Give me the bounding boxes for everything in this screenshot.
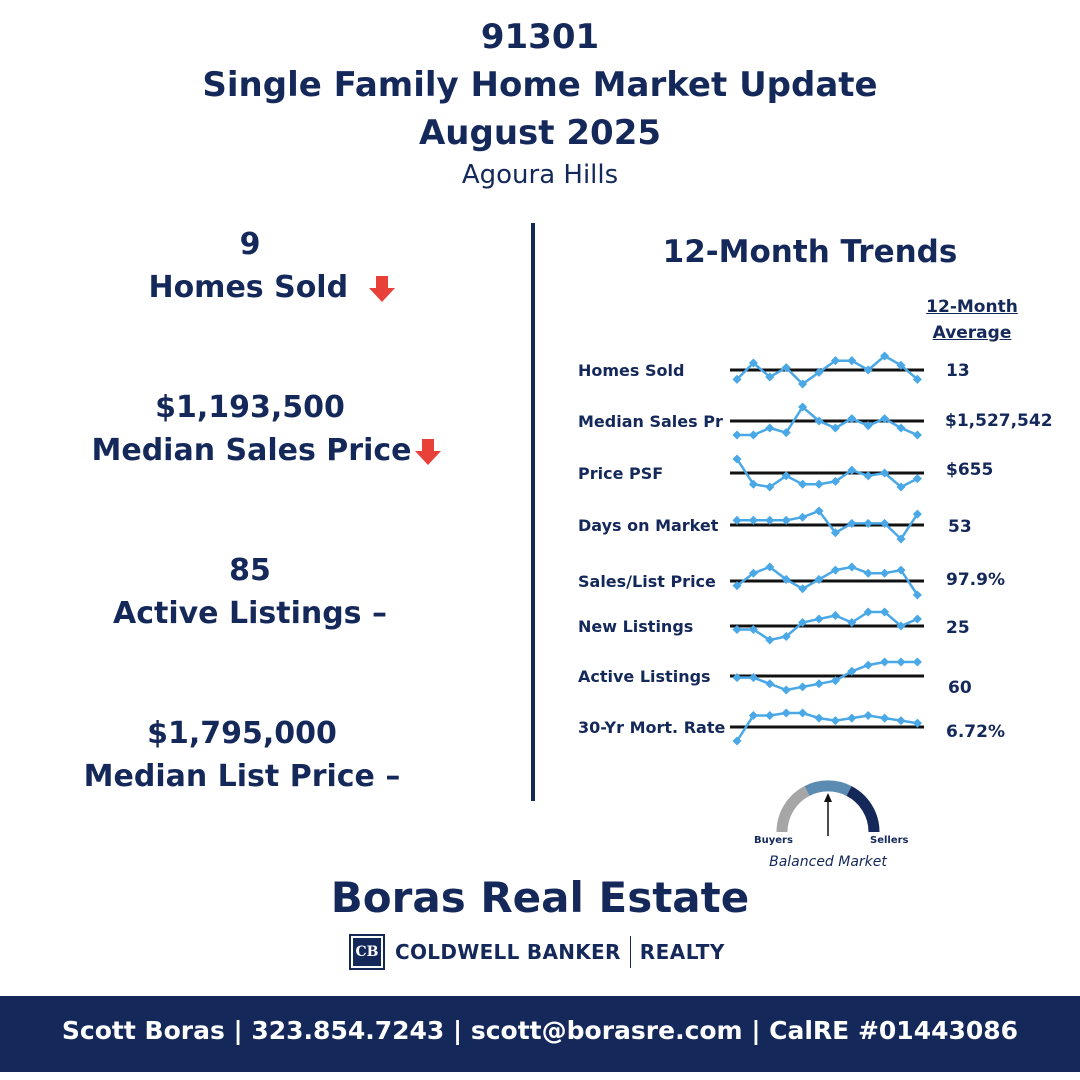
- sparkline-point: [765, 679, 774, 688]
- sparkline-point: [798, 682, 807, 691]
- sparkline-point: [814, 679, 823, 688]
- gauge-balanced-arc: [807, 786, 849, 791]
- trend-row-average: 13: [946, 361, 970, 381]
- cb-logo-icon: CB: [349, 934, 385, 970]
- city-name: Agoura Hills: [461, 160, 619, 190]
- trend-row-label: Median Sales Pr: [578, 412, 723, 431]
- coldwell-banker-logo: [349, 935, 725, 969]
- sparkline-point: [765, 516, 774, 525]
- trend-row-label: Active Listings: [578, 667, 711, 686]
- trend-row-label: Days on Market: [578, 516, 719, 535]
- sparkline-point: [798, 708, 807, 717]
- gauge-buyers-label: Buyers: [754, 835, 793, 846]
- sparkline-point: [847, 714, 856, 723]
- sparkline-point: [732, 430, 741, 439]
- sparkline-point: [798, 513, 807, 522]
- sparkline-point: [847, 562, 856, 571]
- gauge-caption: Balanced Market: [769, 854, 887, 870]
- average-header: [912, 294, 1032, 346]
- sparkline-point: [913, 614, 922, 623]
- sparkline-point: [814, 614, 823, 623]
- sparkline-point: [880, 657, 889, 666]
- market-gauge: [740, 770, 916, 854]
- sparkline-point: [732, 516, 741, 525]
- sparkline-point: [733, 673, 742, 682]
- down-arrow-icon: [367, 274, 397, 304]
- homes-sold-label: Homes Sold: [148, 270, 349, 305]
- sparkline-point: [913, 657, 922, 666]
- trend-row-label: 30-Yr Mort. Rate: [578, 718, 726, 737]
- sparkline-point: [814, 480, 823, 489]
- sparkline-point: [782, 708, 791, 717]
- median-sales-price-stat: [0, 433, 535, 468]
- trend-row-label: Sales/List Price: [578, 572, 716, 591]
- active-listings-label: Active Listings –: [113, 596, 387, 631]
- sparkline-point: [864, 421, 873, 430]
- gauge-needle-tip: [824, 793, 832, 802]
- gauge-sellers-arc: [849, 791, 874, 832]
- average-header-line2: Average: [932, 323, 1012, 343]
- gauge-sellers-label: Sellers: [870, 835, 909, 846]
- trend-row-average: $1,527,542: [945, 411, 1053, 431]
- average-header-line1: 12-Month: [926, 297, 1018, 317]
- trends-title: 12-Month Trends: [662, 234, 958, 270]
- down-arrow-icon: [413, 437, 443, 467]
- sparkline-point: [913, 474, 922, 483]
- homes-sold-stat: [0, 270, 545, 305]
- sparkline-point: [814, 714, 823, 723]
- sparkline-point: [864, 519, 873, 528]
- sparkline-point: [913, 430, 922, 439]
- trend-row-average: $655: [946, 460, 994, 480]
- sparkline-point: [896, 716, 905, 725]
- sparkline-point: [896, 657, 905, 666]
- sparkline-point: [798, 480, 807, 489]
- sparkline-point: [749, 673, 758, 682]
- median-list-price-label: Median List Price –: [83, 759, 401, 794]
- median-sales-price-label: Median Sales Price: [91, 433, 412, 468]
- trend-sparkline: [0, 0, 1, 1]
- company-realty: REALTY: [639, 940, 725, 964]
- sparkline-point: [749, 516, 758, 525]
- footer-contact: Scott Boras | 323.854.7243 | scott@borasre.com | CalRE #01443086: [61, 1016, 1019, 1045]
- sparkline-point: [880, 569, 889, 578]
- gauge-buyers-arc: [782, 791, 807, 832]
- report-period: August 2025: [418, 113, 662, 153]
- vertical-divider: [531, 223, 535, 801]
- trend-row-average: 60: [948, 678, 972, 698]
- active-listings-value: 85: [229, 553, 271, 588]
- homes-sold-value: 9: [239, 227, 261, 262]
- trend-row-label: New Listings: [578, 617, 694, 636]
- sparkline-point: [765, 711, 774, 720]
- sparkline-point: [749, 430, 758, 439]
- brand-name: Boras Real Estate: [330, 873, 750, 922]
- sparkline-point: [831, 611, 840, 620]
- sparkline-point: [864, 711, 873, 720]
- trend-row-label: Price PSF: [578, 464, 664, 483]
- logo-separator: [630, 936, 631, 968]
- trend-row-average: 25: [946, 618, 970, 638]
- trend-row-average: 6.72%: [946, 722, 1005, 742]
- zip-code: 91301: [480, 17, 600, 57]
- sparkline-point: [782, 685, 791, 694]
- trend-row-average: 53: [948, 517, 972, 537]
- trend-row-label: Homes Sold: [578, 361, 685, 380]
- company-name: COLDWELL BANKER: [395, 940, 621, 964]
- sparkline-point: [864, 661, 873, 670]
- trend-row-average: 97.9%: [946, 570, 1005, 590]
- sparkline-point: [880, 714, 889, 723]
- sparkline-point: [782, 516, 791, 525]
- median-sales-price-value: $1,193,500: [155, 390, 345, 425]
- sparkline-point: [864, 569, 873, 578]
- median-list-price-value: $1,795,000: [147, 716, 337, 751]
- report-title: Single Family Home Market Update: [202, 65, 878, 105]
- sparkline-point: [765, 423, 774, 432]
- sparkline-point: [831, 716, 840, 725]
